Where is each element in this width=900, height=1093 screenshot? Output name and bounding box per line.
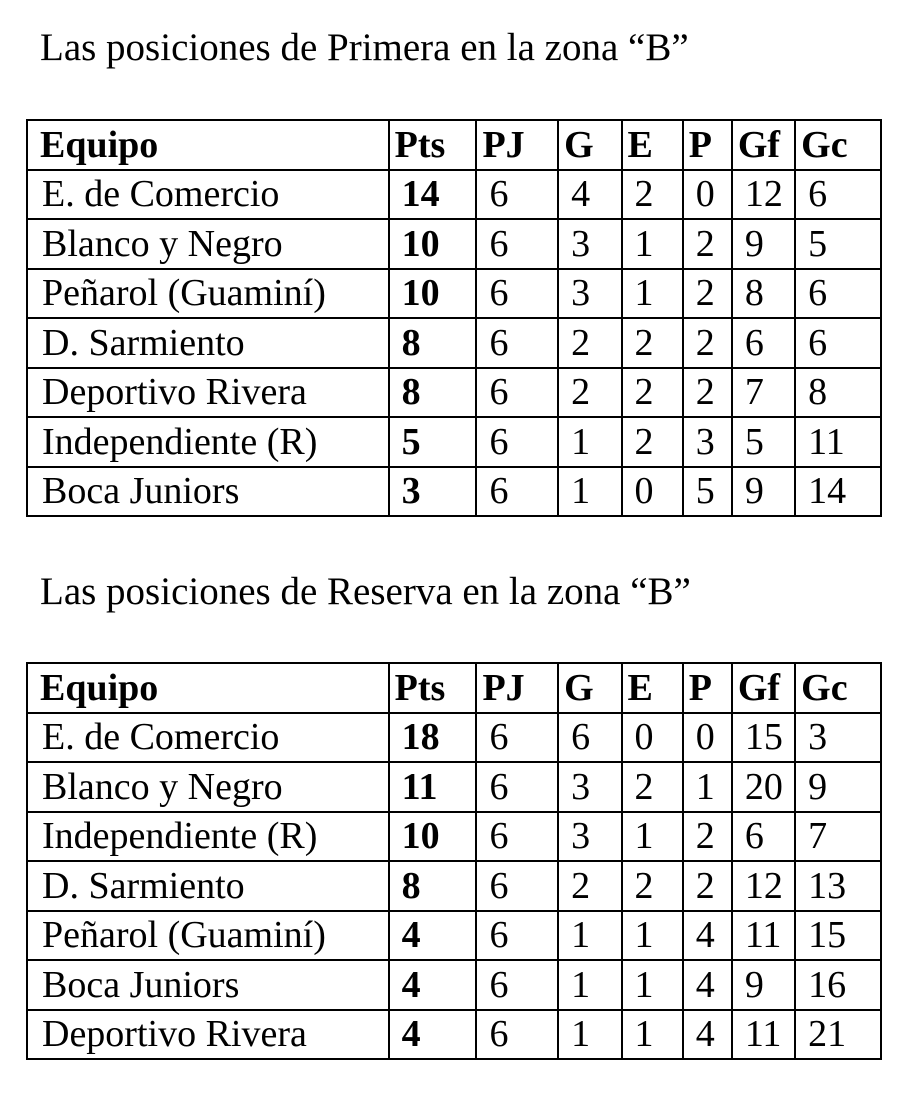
won-cell: 1 [558, 467, 621, 517]
table-row [27, 1010, 881, 1060]
played-cell: 6 [476, 911, 558, 961]
goals-for-cell: 7 [732, 368, 795, 418]
column-header-p: P [683, 120, 732, 170]
team-name: Boca Juniors [27, 960, 389, 1010]
drawn-cell: 2 [622, 762, 683, 812]
lost-cell: 2 [683, 269, 732, 319]
column-header-pj: PJ [476, 663, 558, 713]
won-cell: 3 [558, 269, 621, 319]
lost-cell: 2 [683, 812, 732, 862]
drawn-cell: 2 [622, 170, 683, 220]
table-row [27, 812, 881, 862]
lost-cell: 2 [683, 219, 732, 269]
team-name: E. de Comercio [27, 713, 389, 763]
drawn-cell: 1 [622, 960, 683, 1010]
column-header-e: E [622, 663, 683, 713]
table-row [27, 861, 881, 911]
table-row [27, 318, 881, 368]
points-cell: 14 [389, 170, 477, 220]
goals-against-cell: 21 [795, 1010, 881, 1060]
team-name: Deportivo Rivera [27, 1010, 389, 1060]
won-cell: 6 [558, 713, 621, 763]
drawn-cell: 0 [622, 713, 683, 763]
team-name: E. de Comercio [27, 170, 389, 220]
column-header-gf: Gf [732, 120, 795, 170]
won-cell: 1 [558, 417, 621, 467]
reserva-standings-table [26, 662, 882, 1060]
points-cell: 4 [389, 911, 477, 961]
drawn-cell: 1 [622, 1010, 683, 1060]
points-cell: 8 [389, 861, 477, 911]
team-name: Boca Juniors [27, 467, 389, 517]
won-cell: 3 [558, 219, 621, 269]
goals-against-cell: 15 [795, 911, 881, 961]
column-header-g: G [558, 120, 621, 170]
played-cell: 6 [476, 269, 558, 319]
lost-cell: 2 [683, 368, 732, 418]
team-name: Deportivo Rivera [27, 368, 389, 418]
played-cell: 6 [476, 219, 558, 269]
goals-for-cell: 15 [732, 713, 795, 763]
team-name: Blanco y Negro [27, 219, 389, 269]
points-cell: 4 [389, 960, 477, 1010]
column-header-gc: Gc [795, 663, 881, 713]
goals-for-cell: 9 [732, 467, 795, 517]
lost-cell: 3 [683, 417, 732, 467]
primera-standings-table [26, 119, 882, 517]
played-cell: 6 [476, 762, 558, 812]
column-header-equipo: Equipo [27, 120, 389, 170]
points-cell: 3 [389, 467, 477, 517]
lost-cell: 0 [683, 170, 732, 220]
played-cell: 6 [476, 368, 558, 418]
goals-for-cell: 9 [732, 219, 795, 269]
played-cell: 6 [476, 170, 558, 220]
goals-for-cell: 12 [732, 170, 795, 220]
points-cell: 5 [389, 417, 477, 467]
lost-cell: 2 [683, 861, 732, 911]
goals-against-cell: 11 [795, 417, 881, 467]
lost-cell: 5 [683, 467, 732, 517]
table-row [27, 762, 881, 812]
drawn-cell: 2 [622, 861, 683, 911]
goals-against-cell: 9 [795, 762, 881, 812]
table-row [27, 960, 881, 1010]
table-row [27, 269, 881, 319]
table-header-row [27, 120, 881, 170]
goals-for-cell: 6 [732, 318, 795, 368]
drawn-cell: 2 [622, 368, 683, 418]
goals-against-cell: 16 [795, 960, 881, 1010]
points-cell: 10 [389, 219, 477, 269]
goals-for-cell: 8 [732, 269, 795, 319]
table-row [27, 467, 881, 517]
goals-for-cell: 6 [732, 812, 795, 862]
played-cell: 6 [476, 861, 558, 911]
points-cell: 8 [389, 368, 477, 418]
played-cell: 6 [476, 1010, 558, 1060]
goals-for-cell: 11 [732, 1010, 795, 1060]
table-row [27, 170, 881, 220]
won-cell: 1 [558, 911, 621, 961]
lost-cell: 4 [683, 960, 732, 1010]
goals-against-cell: 13 [795, 861, 881, 911]
won-cell: 1 [558, 960, 621, 1010]
lost-cell: 4 [683, 1010, 732, 1060]
table-row [27, 368, 881, 418]
points-cell: 10 [389, 269, 477, 319]
points-cell: 8 [389, 318, 477, 368]
column-header-equipo: Equipo [27, 663, 389, 713]
goals-against-cell: 8 [795, 368, 881, 418]
drawn-cell: 0 [622, 467, 683, 517]
team-name: D. Sarmiento [27, 318, 389, 368]
drawn-cell: 1 [622, 269, 683, 319]
goals-for-cell: 12 [732, 861, 795, 911]
played-cell: 6 [476, 812, 558, 862]
table-row [27, 911, 881, 961]
won-cell: 3 [558, 812, 621, 862]
column-header-pj: PJ [476, 120, 558, 170]
team-name: Peñarol (Guaminí) [27, 269, 389, 319]
column-header-pts: Pts [389, 663, 477, 713]
goals-against-cell: 6 [795, 269, 881, 319]
goals-against-cell: 6 [795, 170, 881, 220]
column-header-pts: Pts [389, 120, 477, 170]
won-cell: 2 [558, 861, 621, 911]
played-cell: 6 [476, 318, 558, 368]
column-header-g: G [558, 663, 621, 713]
goals-against-cell: 5 [795, 219, 881, 269]
points-cell: 18 [389, 713, 477, 763]
lost-cell: 1 [683, 762, 732, 812]
table-row [27, 219, 881, 269]
points-cell: 4 [389, 1010, 477, 1060]
played-cell: 6 [476, 713, 558, 763]
points-cell: 11 [389, 762, 477, 812]
table-row [27, 417, 881, 467]
goals-against-cell: 3 [795, 713, 881, 763]
won-cell: 3 [558, 762, 621, 812]
team-name: Blanco y Negro [27, 762, 389, 812]
goals-for-cell: 20 [732, 762, 795, 812]
team-name: D. Sarmiento [27, 861, 389, 911]
primera-section-title: Las posiciones de Primera en la zona “B” [40, 26, 689, 69]
lost-cell: 0 [683, 713, 732, 763]
team-name: Independiente (R) [27, 417, 389, 467]
drawn-cell: 2 [622, 318, 683, 368]
played-cell: 6 [476, 467, 558, 517]
team-name: Independiente (R) [27, 812, 389, 862]
goals-against-cell: 7 [795, 812, 881, 862]
points-cell: 10 [389, 812, 477, 862]
table-row [27, 713, 881, 763]
team-name: Peñarol (Guaminí) [27, 911, 389, 961]
goals-for-cell: 11 [732, 911, 795, 961]
column-header-p: P [683, 663, 732, 713]
lost-cell: 2 [683, 318, 732, 368]
column-header-gc: Gc [795, 120, 881, 170]
drawn-cell: 2 [622, 417, 683, 467]
reserva-section-title: Las posiciones de Reserva en la zona “B” [40, 570, 691, 613]
goals-against-cell: 6 [795, 318, 881, 368]
table-header-row [27, 663, 881, 713]
played-cell: 6 [476, 417, 558, 467]
won-cell: 1 [558, 1010, 621, 1060]
played-cell: 6 [476, 960, 558, 1010]
column-header-e: E [622, 120, 683, 170]
won-cell: 2 [558, 318, 621, 368]
drawn-cell: 1 [622, 911, 683, 961]
drawn-cell: 1 [622, 219, 683, 269]
drawn-cell: 1 [622, 812, 683, 862]
column-header-gf: Gf [732, 663, 795, 713]
won-cell: 2 [558, 368, 621, 418]
goals-for-cell: 5 [732, 417, 795, 467]
goals-for-cell: 9 [732, 960, 795, 1010]
won-cell: 4 [558, 170, 621, 220]
goals-against-cell: 14 [795, 467, 881, 517]
lost-cell: 4 [683, 911, 732, 961]
